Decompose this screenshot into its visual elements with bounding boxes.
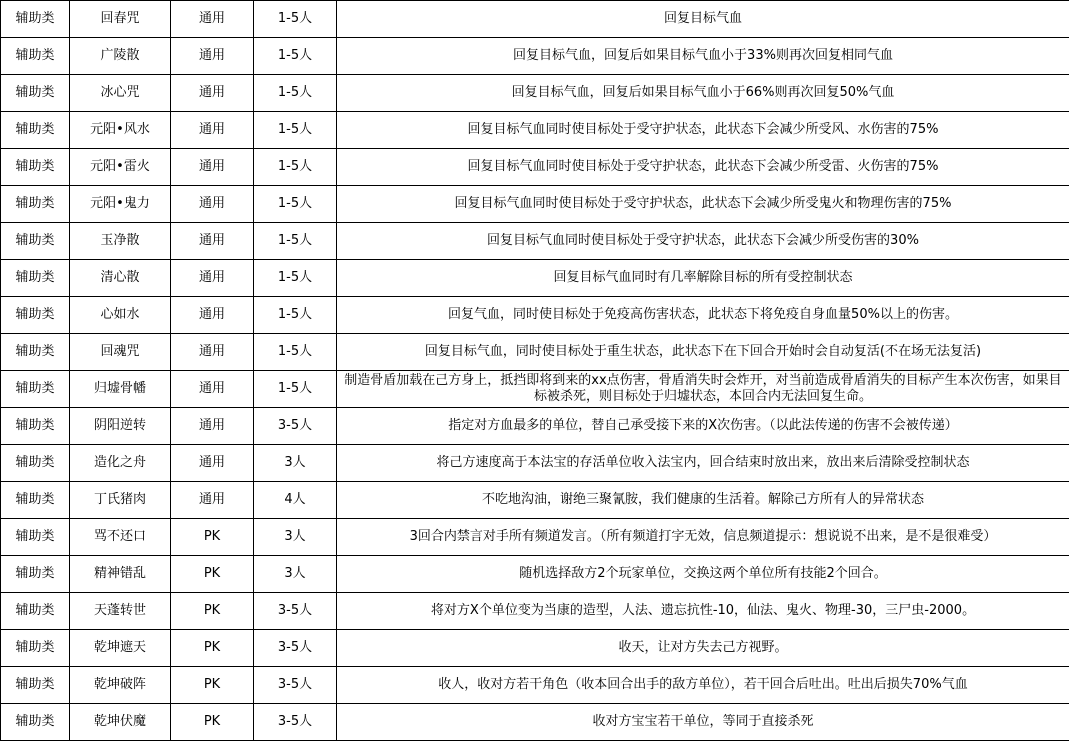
- table-row: [1, 556, 1069, 593]
- skill-type-cell: 辅助类: [1, 408, 70, 445]
- skill-name-cell: 回魂咒: [70, 334, 171, 371]
- skill-name-cell: 天蓬转世: [70, 593, 171, 630]
- table-row: [1, 260, 1069, 297]
- skill-name-cell: 归墟骨幡: [70, 371, 171, 408]
- skill-targets-cell: 1-5人: [254, 186, 337, 223]
- table-row: [1, 149, 1069, 186]
- skill-name-cell: 乾坤伏魔: [70, 704, 171, 741]
- skill-name-cell: 冰心咒: [70, 75, 171, 112]
- skill-scope-cell: PK: [171, 556, 254, 593]
- skill-type-cell: 辅助类: [1, 1, 70, 38]
- skill-targets-cell: 1-5人: [254, 75, 337, 112]
- skill-targets-cell: 1-5人: [254, 149, 337, 186]
- table-row: [1, 630, 1069, 667]
- skill-scope-cell: 通用: [171, 186, 254, 223]
- skill-desc-cell: 不吃地沟油，谢绝三聚氰胺，我们健康的生活着。解除己方所有人的异常状态: [337, 482, 1069, 519]
- skill-scope-cell: 通用: [171, 112, 254, 149]
- skill-desc-cell: 制造骨盾加载在己方身上，抵挡即将到来的xx点伤害，骨盾消失时会炸开，对当前造成骨盾消失的目标产生本次伤害，如果目标被杀死，则目标处于归墟状态，本回合内无法回复生命。: [337, 371, 1069, 408]
- skill-desc-cell: 收对方宝宝若干单位，等同于直接杀死: [337, 704, 1069, 741]
- skill-type-cell: 辅助类: [1, 371, 70, 408]
- table-row: [1, 519, 1069, 556]
- skill-desc-cell: 回复目标气血同时使目标处于受守护状态，此状态下会减少所受雷、火伤害的75%: [337, 149, 1069, 186]
- table-row: [1, 297, 1069, 334]
- skill-type-cell: 辅助类: [1, 556, 70, 593]
- table-row: [1, 1, 1069, 38]
- skill-scope-cell: PK: [171, 630, 254, 667]
- skill-scope-cell: 通用: [171, 223, 254, 260]
- skill-name-cell: 造化之舟: [70, 445, 171, 482]
- skill-type-cell: 辅助类: [1, 297, 70, 334]
- skill-targets-cell: 3-5人: [254, 408, 337, 445]
- skill-scope-cell: 通用: [171, 1, 254, 38]
- skill-desc-cell: 收人，收对方若干角色（收本回合出手的敌方单位），若干回合后吐出。吐出后损失70%气血: [337, 667, 1069, 704]
- table-row: [1, 482, 1069, 519]
- skill-type-cell: 辅助类: [1, 223, 70, 260]
- skill-name-cell: 乾坤遮天: [70, 630, 171, 667]
- skill-name-cell: 清心散: [70, 260, 171, 297]
- skill-name-cell: 骂不还口: [70, 519, 171, 556]
- table-row: [1, 223, 1069, 260]
- skill-desc-cell: 将对方X个单位变为当康的造型，人法、遗忘抗性-10，仙法、鬼火、物理-30，三尸虫-2000。: [337, 593, 1069, 630]
- skill-scope-cell: 通用: [171, 445, 254, 482]
- skill-scope-cell: 通用: [171, 482, 254, 519]
- table-row: [1, 38, 1069, 75]
- skill-name-cell: 回春咒: [70, 1, 171, 38]
- skill-targets-cell: 3-5人: [254, 704, 337, 741]
- table-row: [1, 408, 1069, 445]
- table-row: [1, 112, 1069, 149]
- skill-desc-cell: 回复气血，同时使目标处于免疫高伤害状态，此状态下将免疫自身血量50%以上的伤害。: [337, 297, 1069, 334]
- skill-targets-cell: 1-5人: [254, 112, 337, 149]
- skill-name-cell: 元阳•雷火: [70, 149, 171, 186]
- skill-name-cell: 精神错乱: [70, 556, 171, 593]
- skill-name-cell: 丁氏猪肉: [70, 482, 171, 519]
- skill-targets-cell: 4人: [254, 482, 337, 519]
- skill-scope-cell: 通用: [171, 334, 254, 371]
- table-row: [1, 186, 1069, 223]
- skill-name-cell: 玉净散: [70, 223, 171, 260]
- skill-targets-cell: 1-5人: [254, 297, 337, 334]
- skill-scope-cell: 通用: [171, 408, 254, 445]
- skill-type-cell: 辅助类: [1, 667, 70, 704]
- skill-desc-cell: 回复目标气血同时使目标处于受守护状态，此状态下会减少所受风、水伤害的75%: [337, 112, 1069, 149]
- table-row: [1, 334, 1069, 371]
- skill-targets-cell: 1-5人: [254, 1, 337, 38]
- skill-type-cell: 辅助类: [1, 519, 70, 556]
- table-row: [1, 445, 1069, 482]
- skill-type-cell: 辅助类: [1, 704, 70, 741]
- skill-targets-cell: 3人: [254, 445, 337, 482]
- skill-type-cell: 辅助类: [1, 38, 70, 75]
- skill-type-cell: 辅助类: [1, 630, 70, 667]
- table-row: [1, 593, 1069, 630]
- skill-desc-cell: 将己方速度高于本法宝的存活单位收入法宝内，回合结束时放出来，放出来后清除受控制状态: [337, 445, 1069, 482]
- skill-desc-cell: 回复目标气血同时使目标处于受守护状态，此状态下会减少所受伤害的30%: [337, 223, 1069, 260]
- skill-scope-cell: 通用: [171, 371, 254, 408]
- skill-name-cell: 阴阳逆转: [70, 408, 171, 445]
- skill-scope-cell: 通用: [171, 260, 254, 297]
- skill-targets-cell: 3-5人: [254, 593, 337, 630]
- skill-desc-cell: 回复目标气血，同时使目标处于重生状态，此状态下在下回合开始时会自动复活(不在场无法复活): [337, 334, 1069, 371]
- skill-scope-cell: 通用: [171, 75, 254, 112]
- skill-desc-cell: 回复目标气血，回复后如果目标气血小于66%则再次回复50%气血: [337, 75, 1069, 112]
- skill-type-cell: 辅助类: [1, 260, 70, 297]
- skill-type-cell: 辅助类: [1, 334, 70, 371]
- skill-type-cell: 辅助类: [1, 75, 70, 112]
- skill-desc-cell: 收天，让对方失去己方视野。: [337, 630, 1069, 667]
- skill-type-cell: 辅助类: [1, 482, 70, 519]
- skill-targets-cell: 1-5人: [254, 223, 337, 260]
- skill-targets-cell: 3人: [254, 556, 337, 593]
- skill-desc-cell: 随机选择敌方2个玩家单位，交换这两个单位所有技能2个回合。: [337, 556, 1069, 593]
- skill-desc-cell: 指定对方血最多的单位，替自己承受接下来的X次伤害。（以此法传递的伤害不会被传递）: [337, 408, 1069, 445]
- skill-targets-cell: 1-5人: [254, 334, 337, 371]
- skill-type-cell: 辅助类: [1, 593, 70, 630]
- skill-type-cell: 辅助类: [1, 149, 70, 186]
- skill-type-cell: 辅助类: [1, 445, 70, 482]
- skill-targets-cell: 1-5人: [254, 260, 337, 297]
- skill-name-cell: 广陵散: [70, 38, 171, 75]
- skill-scope-cell: PK: [171, 593, 254, 630]
- skill-name-cell: 乾坤破阵: [70, 667, 171, 704]
- skill-scope-cell: PK: [171, 704, 254, 741]
- skill-desc-cell: 回复目标气血同时使目标处于受守护状态，此状态下会减少所受鬼火和物理伤害的75%: [337, 186, 1069, 223]
- table-row: [1, 75, 1069, 112]
- skill-name-cell: 元阳•鬼力: [70, 186, 171, 223]
- table-row: [1, 704, 1069, 741]
- table-row: [1, 667, 1069, 704]
- skill-name-cell: 元阳•风水: [70, 112, 171, 149]
- skill-targets-cell: 3-5人: [254, 667, 337, 704]
- skill-name-cell: 心如水: [70, 297, 171, 334]
- skill-targets-cell: 1-5人: [254, 371, 337, 408]
- skill-desc-cell: 回复目标气血: [337, 1, 1069, 38]
- skill-targets-cell: 3-5人: [254, 630, 337, 667]
- skill-targets-cell: 1-5人: [254, 38, 337, 75]
- skill-targets-cell: 3人: [254, 519, 337, 556]
- skill-desc-cell: 回复目标气血同时有几率解除目标的所有受控制状态: [337, 260, 1069, 297]
- skill-table-body: [1, 1, 1069, 741]
- skill-desc-cell: 3回合内禁言对手所有频道发言。（所有频道打字无效，信息频道提示：想说说不出来，是不是很难受）: [337, 519, 1069, 556]
- skill-scope-cell: 通用: [171, 149, 254, 186]
- skill-desc-cell: 回复目标气血，回复后如果目标气血小于33%则再次回复相同气血: [337, 38, 1069, 75]
- skill-scope-cell: PK: [171, 519, 254, 556]
- skill-scope-cell: 通用: [171, 38, 254, 75]
- skill-scope-cell: PK: [171, 667, 254, 704]
- skill-type-cell: 辅助类: [1, 112, 70, 149]
- skill-type-cell: 辅助类: [1, 186, 70, 223]
- skill-scope-cell: 通用: [171, 297, 254, 334]
- table-row: [1, 371, 1069, 408]
